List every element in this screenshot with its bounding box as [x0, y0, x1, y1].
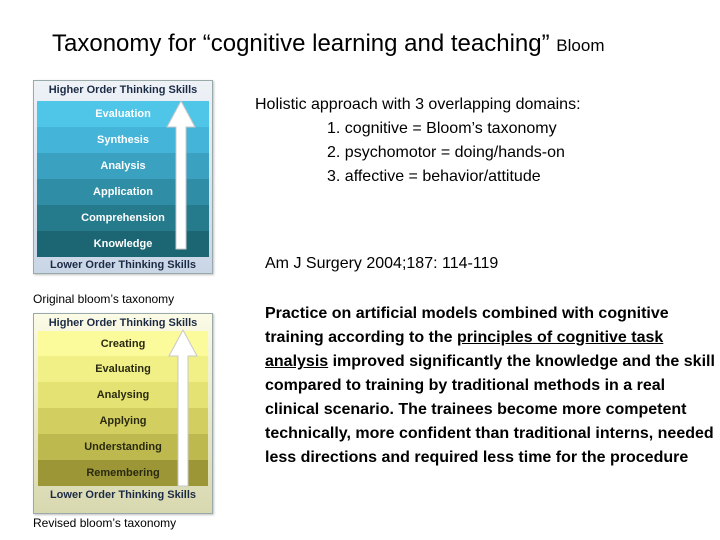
revised-level-evaluating: Evaluating — [38, 356, 208, 382]
original-caption: Original bloom’s taxonomy — [33, 292, 175, 306]
original-footer: Lower Order Thinking Skills — [49, 259, 197, 271]
original-header: Higher Order Thinking Skills — [48, 84, 198, 96]
revised-level-understanding: Understanding — [38, 434, 208, 460]
original-level-application: Application — [37, 179, 209, 205]
original-bloom-taxonomy-diagram — [33, 80, 213, 274]
revised-bloom-taxonomy-diagram — [33, 313, 213, 514]
domain-item: 2. psychomotor = doing/hands-on — [327, 144, 565, 161]
practice-text-before: Practice on artificial models combined with cognitive training according to the — [265, 305, 669, 346]
revised-level-creating: Creating — [38, 331, 208, 356]
journal-reference: Am J Surgery 2004;187: 114-119 — [265, 255, 499, 272]
original-level-evaluation: Evaluation — [37, 101, 209, 127]
original-level-analysis: Analysis — [37, 153, 209, 179]
practice-text-after: improved significantly the knowledge and the skill compared to training by traditional methods in a real clinical scenario. The trainees become more competent technically, more confident than traditional interns, needed less directions and required less time for the procedure — [265, 353, 715, 466]
original-level-knowledge: Knowledge — [37, 231, 209, 257]
slide-title — [52, 30, 604, 58]
original-level-synthesis: Synthesis — [37, 127, 209, 153]
revised-level-remembering: Remembering — [38, 460, 208, 486]
holistic-approach-text — [255, 93, 581, 189]
domain-item: 1. cognitive = Bloom’s taxonomy — [327, 120, 557, 137]
revised-caption: Revised bloom’s taxonomy — [33, 516, 177, 530]
original-level-comprehension: Comprehension — [37, 205, 209, 231]
title-main: Taxonomy for “cognitive learning and teaching” — [52, 30, 550, 57]
practice-paragraph — [265, 302, 715, 470]
revised-level-applying: Applying — [38, 408, 208, 434]
revised-footer: Lower Order Thinking Skills — [49, 489, 197, 501]
practice-text-underlined: principles of cognitive task analysis — [265, 329, 664, 370]
holistic-heading: Holistic approach with 3 overlapping domains: — [255, 96, 581, 113]
title-suffix: Bloom — [556, 36, 605, 55]
revised-level-analysing: Analysing — [38, 382, 208, 408]
domain-item: 3. affective = behavior/attitude — [327, 168, 541, 185]
revised-header: Higher Order Thinking Skills — [48, 317, 198, 329]
